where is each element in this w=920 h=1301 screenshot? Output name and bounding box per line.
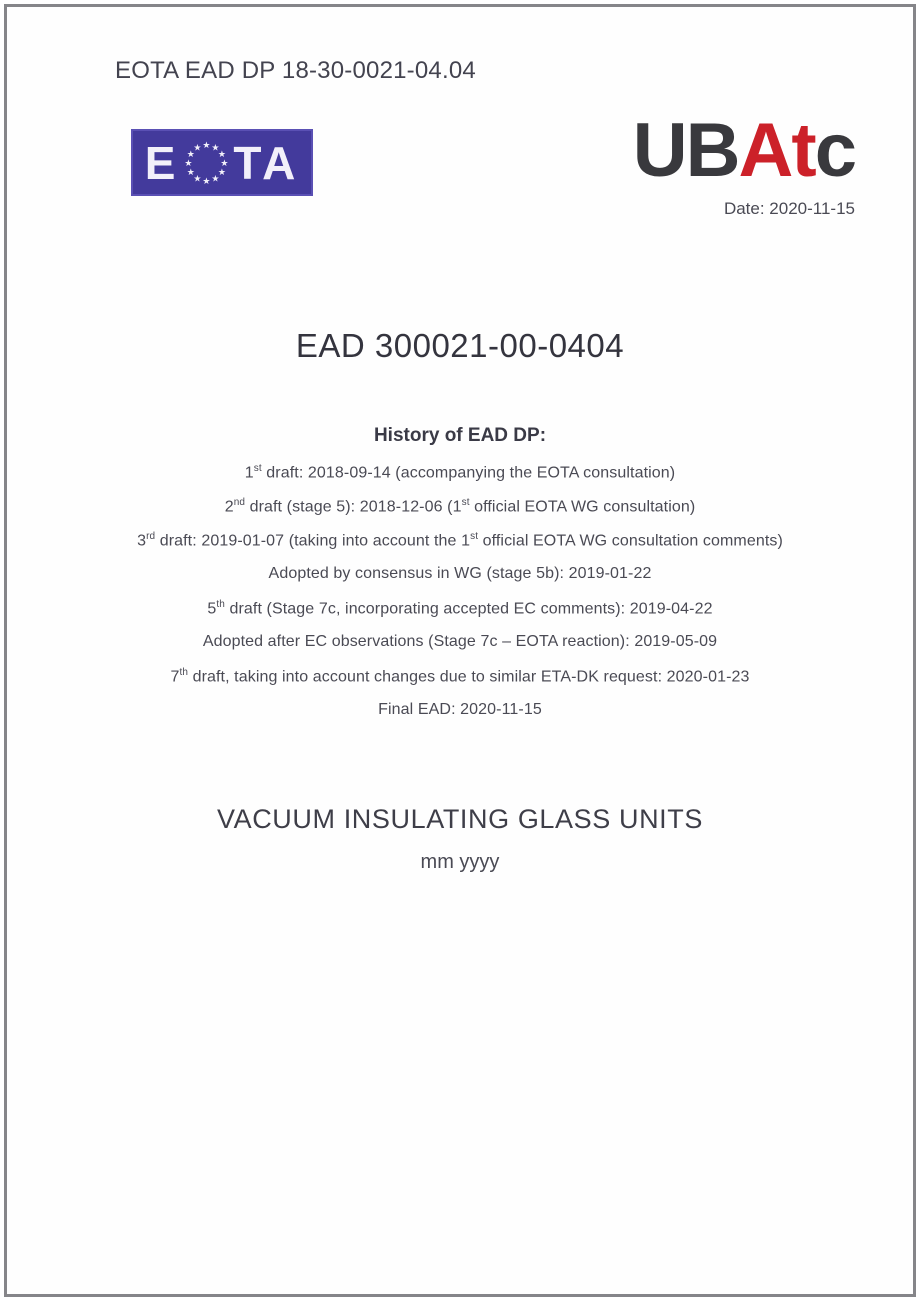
ubatc-block bbox=[632, 108, 855, 219]
history-line: 7th draft, taking into account changes due to similar ETA-DK request: 2020-01-23 bbox=[170, 667, 750, 686]
ubatc-logo-part3: c bbox=[814, 108, 855, 193]
history-line: Adopted by consensus in WG (stage 5b): 2019-01-22 bbox=[268, 565, 652, 582]
history-line: 1st draft: 2018-09-14 (accompanying the EOTA consultation) bbox=[244, 463, 676, 482]
ubatc-logo bbox=[632, 108, 855, 193]
eu-stars-icon: ★ ★ ★ ★ ★ ★ ★ ★ ★ ★ ★ ★ bbox=[184, 139, 229, 186]
history-line: Adopted after EC observations (Stage 7c – EOTA reaction): 2019-05-09 bbox=[202, 633, 718, 650]
ubatc-logo-part2: At bbox=[738, 108, 815, 193]
date-placeholder-subtitle: mm yyyy bbox=[420, 851, 500, 873]
history-list bbox=[7, 463, 913, 722]
history-line: 5th draft (Stage 7c, incorporating accepted EC comments): 2019-04-22 bbox=[207, 599, 713, 618]
product-title: VACUUM INSULATING GLASS UNITS bbox=[217, 804, 703, 834]
eota-logo-letter-e: E bbox=[144, 136, 180, 189]
history-line: Final EAD: 2020-11-15 bbox=[378, 701, 542, 718]
logo-row bbox=[131, 108, 855, 219]
eota-logo bbox=[131, 129, 313, 196]
ubatc-logo-part1: UB bbox=[632, 108, 739, 193]
document-page bbox=[4, 4, 916, 1297]
eota-logo-letters-ta: TA bbox=[233, 136, 300, 189]
history-heading: History of EAD DP: bbox=[373, 425, 547, 446]
history-line: 2nd draft (stage 5): 2018-12-06 (1st official EOTA WG consultation) bbox=[224, 497, 696, 516]
history-line: 3rd draft: 2019-01-07 (taking into account the 1st official EOTA WG consultation comments) bbox=[137, 531, 783, 550]
date-label: Date: 2020-11-15 bbox=[723, 199, 855, 218]
document-code: EOTA EAD DP 18-30-0021-04.04 bbox=[115, 57, 476, 84]
ead-number-title: EAD 300021-00-0404 bbox=[295, 327, 625, 364]
